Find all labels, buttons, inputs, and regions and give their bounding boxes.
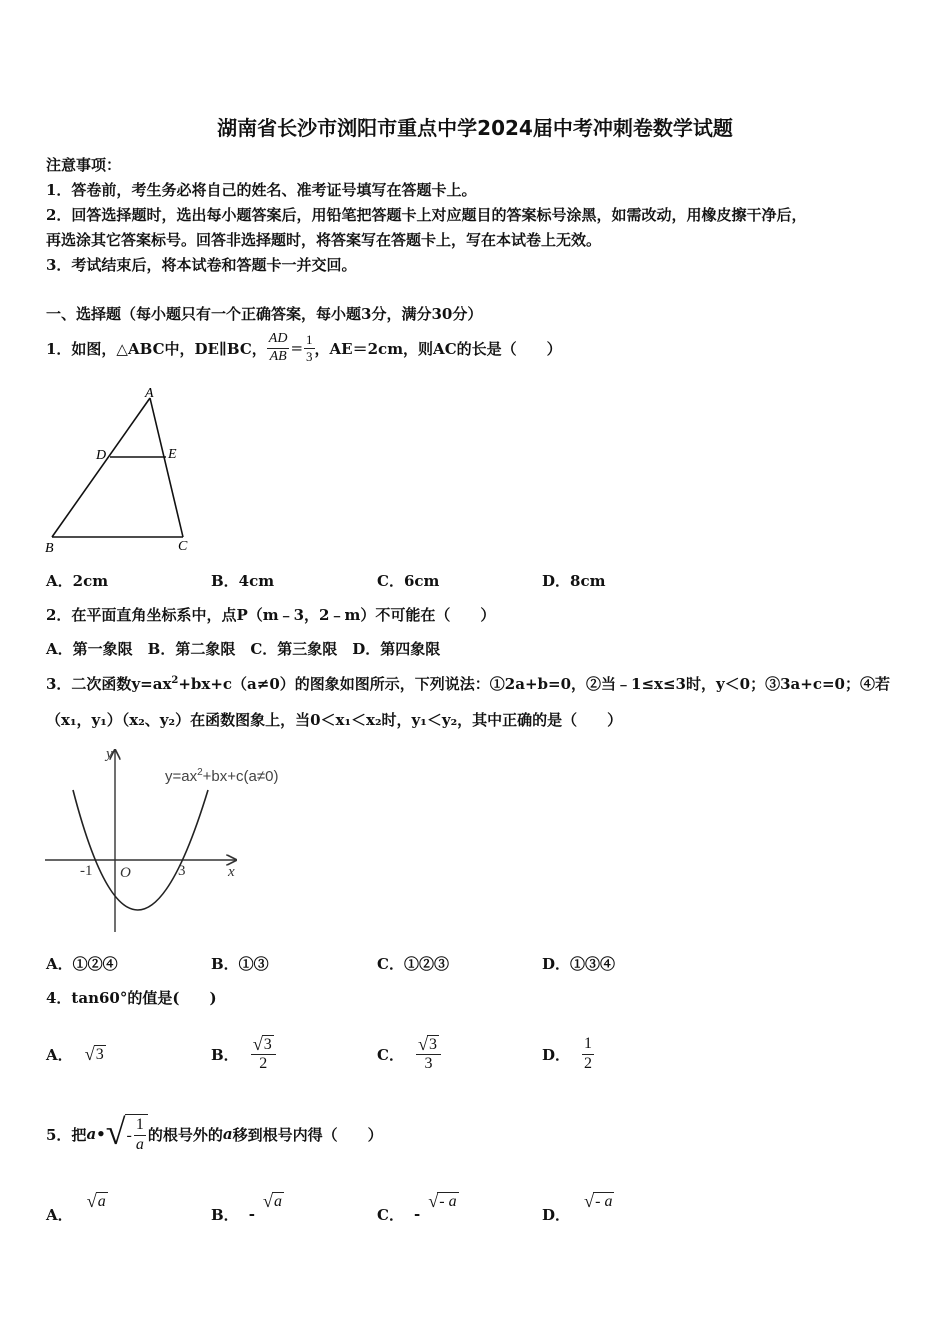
q5-b-radicand: a [274,1192,283,1210]
q4-option-d [542,1022,594,1086]
side-ac [150,398,183,537]
q5-d-radicand: - a [595,1192,613,1210]
q3-option-d: D．①③④ [542,955,616,973]
q4-option-d-frac [582,1036,594,1073]
q5-option-c [377,1186,459,1226]
q4-a-radicand: 3 [95,1045,104,1063]
q3-option-b: B．①③ [211,955,269,973]
eq-sup: 2 [197,767,203,778]
q3-stem-a: 3．二次函数y=ax [46,675,172,693]
label-a: A [145,386,154,401]
q4-d-num: 1 [582,1036,594,1055]
notice-heading: 注意事项： [46,156,122,174]
question-3-stem-line2: （x₁，y₁）（x₂、y₂）在函数图象上，当0＜x₁＜x₂时，y₁＜y₂，其中正确的是（ ） [46,711,623,729]
q3-stem-b: +bx+c（a≠0）的图象如图所示，下列说法：①2a+b=0，②当﹣1≤x≤3时，y＜0；③3a+c=0；④若 [178,675,890,693]
root-pos-label: 3 [178,863,186,879]
notice-item-2a: 2．回答选择题时，选出每小题答案后，用铅笔把答题卡上对应题目的答案标号涂黑，如需改动，用橡皮擦干净后， [46,206,807,224]
q4-option-a-sqrt: √ 3 [84,1043,104,1064]
q5-neg: - [126,1126,132,1144]
label-b: B [45,541,54,556]
q4-d-den: 2 [584,1054,593,1072]
origin-label: O [120,865,131,881]
q1-val-den: 3 [306,348,313,364]
q5-option-c-label: C． [377,1205,404,1224]
q3-option-c: C．①②③ [377,955,449,973]
q5-frac-den: a [135,1136,144,1153]
question-2-options: A．第一象限 B．第二象限 C．第三象限 D．第四象限 [46,640,441,658]
q5-option-a [46,1186,108,1226]
q1-triangle-figure [40,382,200,557]
section-heading: 一、选择题（每小题只有一个正确答案，每小题3分，满分30分） [46,305,483,323]
q4-option-d-label: D． [542,1045,571,1064]
question-2-stem: 2．在平面直角坐标系中，点P（m﹣3，2﹣m）不可能在（ ） [46,606,496,624]
q3-sup: 2 [171,675,179,686]
q3-parabola-figure [40,740,300,940]
q5-option-c-sqrt: √ - a [428,1190,457,1211]
q1-option-c: C．6cm [377,572,440,590]
q5-var: a [86,1125,97,1143]
eq-part-b: +bx+c(a≠0) [202,768,279,785]
side-ab [52,398,150,537]
q4-c-num: 3 [429,1035,438,1053]
q5-option-a-sqrt: √ a [86,1190,106,1211]
q5-option-b-label: B． [211,1205,239,1224]
question-4-stem: 4．tan60°的值是( ) [46,989,217,1007]
q1-value-fraction [304,333,315,363]
notice-item-1: 1．答卷前，考生务必将自己的姓名、准考证号填写在答题卡上。 [46,181,477,199]
question-5-stem [46,1104,383,1164]
notice-item-3: 3．考试结束后，将本试卷和答题卡一并交回。 [46,256,357,274]
q5-option-d [542,1186,614,1226]
label-e: E [168,447,177,462]
q5-option-a-label: A． [46,1205,73,1224]
q1-option-b: B．4cm [211,572,275,590]
question-1-stem [46,328,562,368]
q1-frac-num: AD [267,332,290,349]
q5-option-d-sqrt: √ - a [584,1190,613,1211]
q1-frac-den: AB [269,348,287,364]
question-3-stem [46,673,890,694]
q5-option-c-sign: - [413,1205,421,1223]
eq-part-a: y=ax [165,768,198,785]
q5-a-radicand: a [97,1192,106,1210]
notice-item-2b: 再选涂其它答案标号。回答非选择题时，将答案写在答题卡上，写在本试卷上无效。 [46,231,602,249]
q5-c-radicand: - a [439,1192,457,1210]
q4-option-c-label: C． [377,1045,404,1064]
q1-option-d: D．8cm [542,572,606,590]
q5-suffix-b: 移到根号内得（ ） [232,1125,383,1144]
q5-dot: • [96,1125,106,1143]
q5-frac-num: 1 [134,1117,146,1136]
function-equation [165,767,278,785]
q1-ratio-fraction [267,332,290,364]
root-neg-label: -1 [80,863,93,879]
q5-frac [134,1117,146,1154]
q4-option-b-frac: √ 3 2 [251,1035,276,1073]
q5-sqrt: √ - $\frac{1}{a}$ [106,1114,148,1154]
q4-option-b [211,1022,276,1086]
y-axis-label: y [106,746,113,762]
q5-prefix: 5．把 [46,1125,87,1144]
q5-option-b [211,1186,284,1226]
q5-option-b-sign: - [248,1205,255,1223]
q5-suffix-var: a [222,1125,233,1143]
q4-option-a [46,1022,106,1086]
q4-b-den: 2 [259,1055,268,1073]
q1-prefix: 1．如图，△ABC中，DE∥BC， [46,339,267,358]
q4-option-a-label: A． [46,1045,73,1064]
q5-option-d-label: D． [542,1205,571,1224]
q1-val-num: 1 [306,331,313,347]
parabola-curve [73,790,208,910]
q4-c-den: 3 [424,1055,433,1073]
q4-b-num: 3 [263,1035,272,1053]
q3-option-a: A．①②④ [46,955,118,973]
q5-option-b-sqrt: √ a [262,1190,283,1211]
page-title: 湖南省长沙市浏阳市重点中学2024届中考冲刺卷数学试题 [217,116,733,140]
q1-eq: = [290,339,304,357]
q5-suffix-a: 的根号外的 [147,1125,223,1144]
q1-suffix: ，AE＝2cm，则AC的长是（ ） [314,339,562,358]
label-c: C [178,539,188,554]
q4-option-b-label: B． [211,1045,239,1064]
q4-option-c [377,1022,441,1086]
q4-option-c-frac: √ 3 3 [416,1035,441,1073]
q1-option-a: A．2cm [46,572,109,590]
label-d: D [96,448,107,463]
x-axis-label: x [228,864,235,880]
